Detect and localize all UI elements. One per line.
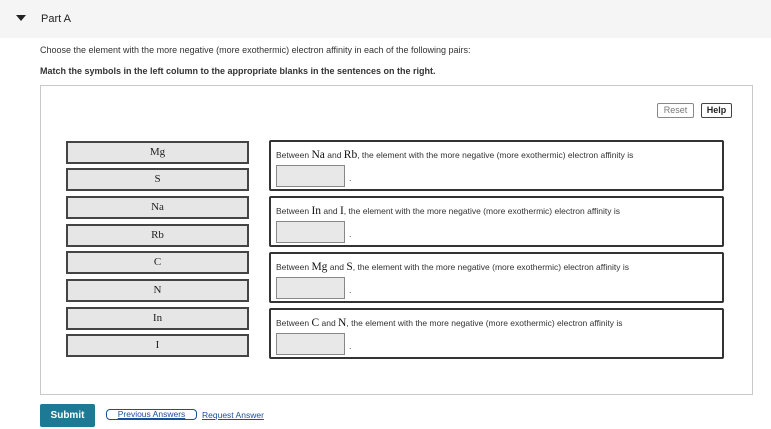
chip-s[interactable]: S	[66, 168, 249, 191]
chip-i[interactable]: I	[66, 334, 249, 357]
question-2-text: Between In and I, the element with the more negative (more exothermic) electron affinity is	[276, 205, 621, 217]
previous-answers-link[interactable]: Previous Answers	[106, 409, 197, 420]
matching-instruction: Match the symbols in the left column to the appropriate blanks in the sentences on the right.	[40, 66, 436, 76]
question-2	[269, 196, 724, 247]
question-1	[269, 140, 724, 191]
reset-button[interactable]: Reset	[657, 103, 694, 118]
chip-in[interactable]: In	[66, 307, 249, 330]
chip-rb[interactable]: Rb	[66, 224, 249, 247]
collapse-caret-icon[interactable]	[16, 15, 26, 21]
answer-blank-3[interactable]	[276, 277, 345, 299]
answer-blank-2[interactable]	[276, 221, 345, 243]
help-button[interactable]: Help	[701, 103, 732, 118]
answer-blank-4[interactable]	[276, 333, 345, 355]
question-4-text: Between C and N, the element with the more negative (more exothermic) electron affinity is	[276, 317, 623, 329]
question-3-text: Between Mg and S, the element with the more negative (more exothermic) electron affinity is	[276, 261, 629, 273]
submit-button[interactable]: Submit	[40, 404, 95, 427]
question-instruction: Choose the element with the more negative (more exothermic) electron affinity in each of the following pairs:	[40, 45, 471, 55]
period: .	[349, 341, 352, 351]
part-header[interactable]	[0, 0, 771, 38]
question-1-text: Between Na and Rb, the element with the more negative (more exothermic) electron affinity is	[276, 149, 634, 161]
period: .	[349, 285, 352, 295]
question-4	[269, 308, 724, 359]
period: .	[349, 173, 352, 183]
chip-na[interactable]: Na	[66, 196, 249, 219]
period: .	[349, 229, 352, 239]
request-answer-link[interactable]: Request Answer	[202, 410, 264, 420]
question-3	[269, 252, 724, 303]
chip-c[interactable]: C	[66, 251, 249, 274]
answer-blank-1[interactable]	[276, 165, 345, 187]
chip-mg[interactable]: Mg	[66, 141, 249, 164]
chip-n[interactable]: N	[66, 279, 249, 302]
part-title: Part A	[41, 13, 71, 25]
